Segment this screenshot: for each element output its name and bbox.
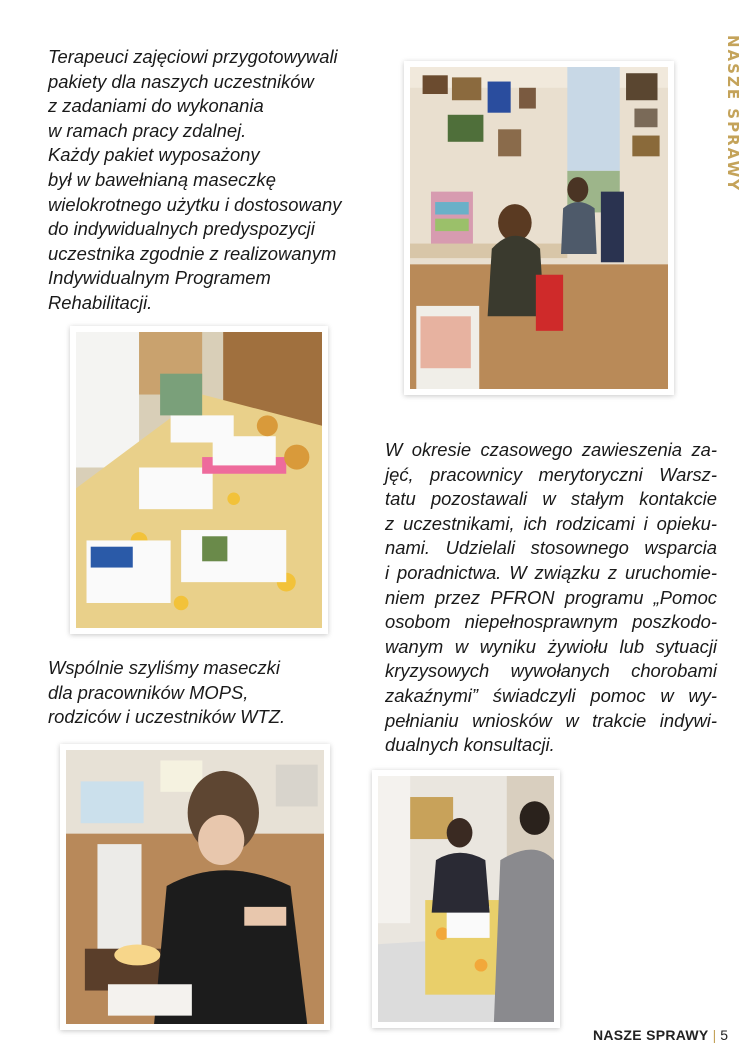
intro-line: z zadaniami do wykonania [48, 95, 264, 117]
photo-workshop-room [404, 61, 674, 395]
page-footer [593, 1027, 728, 1043]
info-line: kryzysowych wywołanych chorobami [385, 660, 717, 682]
intro-paragraph [48, 45, 388, 316]
photo-sewing-masks [60, 744, 330, 1030]
packages-table-image [76, 332, 322, 628]
intro-line: pakiety dla naszych uczestników [48, 70, 314, 92]
intro-line: uczestnika zgodnie z realizowanym [48, 242, 337, 264]
intro-line: Każdy pakiet wyposażony [48, 144, 260, 166]
info-line: jęć, pracownicy merytoryczni Warsz- [385, 463, 717, 485]
masks-line: Wspólnie szyliśmy maseczki [48, 657, 280, 678]
intro-line: Terapeuci zajęciowi przygotowywali [48, 46, 338, 67]
masks-line: rodziców i uczestników WTZ. [48, 706, 286, 728]
page-number: 5 [720, 1027, 728, 1043]
info-line: niem przez PFRON programu „Pomoc [385, 586, 717, 608]
info-line: osobom niepełnosprawnym poszkodo- [385, 611, 717, 633]
info-line: zakaźnymi” świadczyli pomoc w wy- [385, 684, 717, 706]
intro-line: Indywidualnym Programem [48, 267, 271, 289]
sewing-masks-image [66, 750, 324, 1024]
intro-line: był w bawełnianą maseczkę [48, 168, 276, 190]
footer-separator: | [712, 1027, 717, 1043]
info-line: z uczestnikami, ich rodzicami i opieku- [385, 512, 717, 534]
consultation-paragraph [385, 438, 717, 758]
masks-line: dla pracowników MOPS, [48, 681, 249, 703]
info-line: wanym w wyniku żywiołu lub sytuacji [385, 635, 717, 657]
masks-paragraph [48, 656, 348, 730]
intro-line: Rehabilitacji. [48, 291, 153, 313]
footer-publication-name: NASZE SPRAWY [592, 1027, 709, 1043]
workshop-room-image [410, 67, 668, 389]
side-section-label: NASZE SPRAWY [724, 35, 742, 193]
intro-line: do indywidualnych predyspozycji [48, 218, 315, 240]
intro-line: wielokrotnego użytku i dostosowany [48, 193, 342, 215]
consultation-image [378, 776, 554, 1022]
photo-consultation [372, 770, 560, 1028]
info-line: i poradnictwa. W związku z uruchomie- [385, 561, 717, 583]
intro-line: w ramach pracy zdalnej. [48, 119, 247, 141]
info-line: nami. Udzielali stosownego wsparcia [385, 537, 717, 559]
info-line: W okresie czasowego zawieszenia za- [385, 439, 717, 460]
info-line: pełnianiu wniosków w trakcie indywi- [385, 709, 717, 731]
info-line: dualnych konsultacji. [385, 734, 555, 756]
info-line: tatu pozostawali w stałym kontakcie [385, 488, 717, 510]
photo-packages-table [70, 326, 328, 634]
